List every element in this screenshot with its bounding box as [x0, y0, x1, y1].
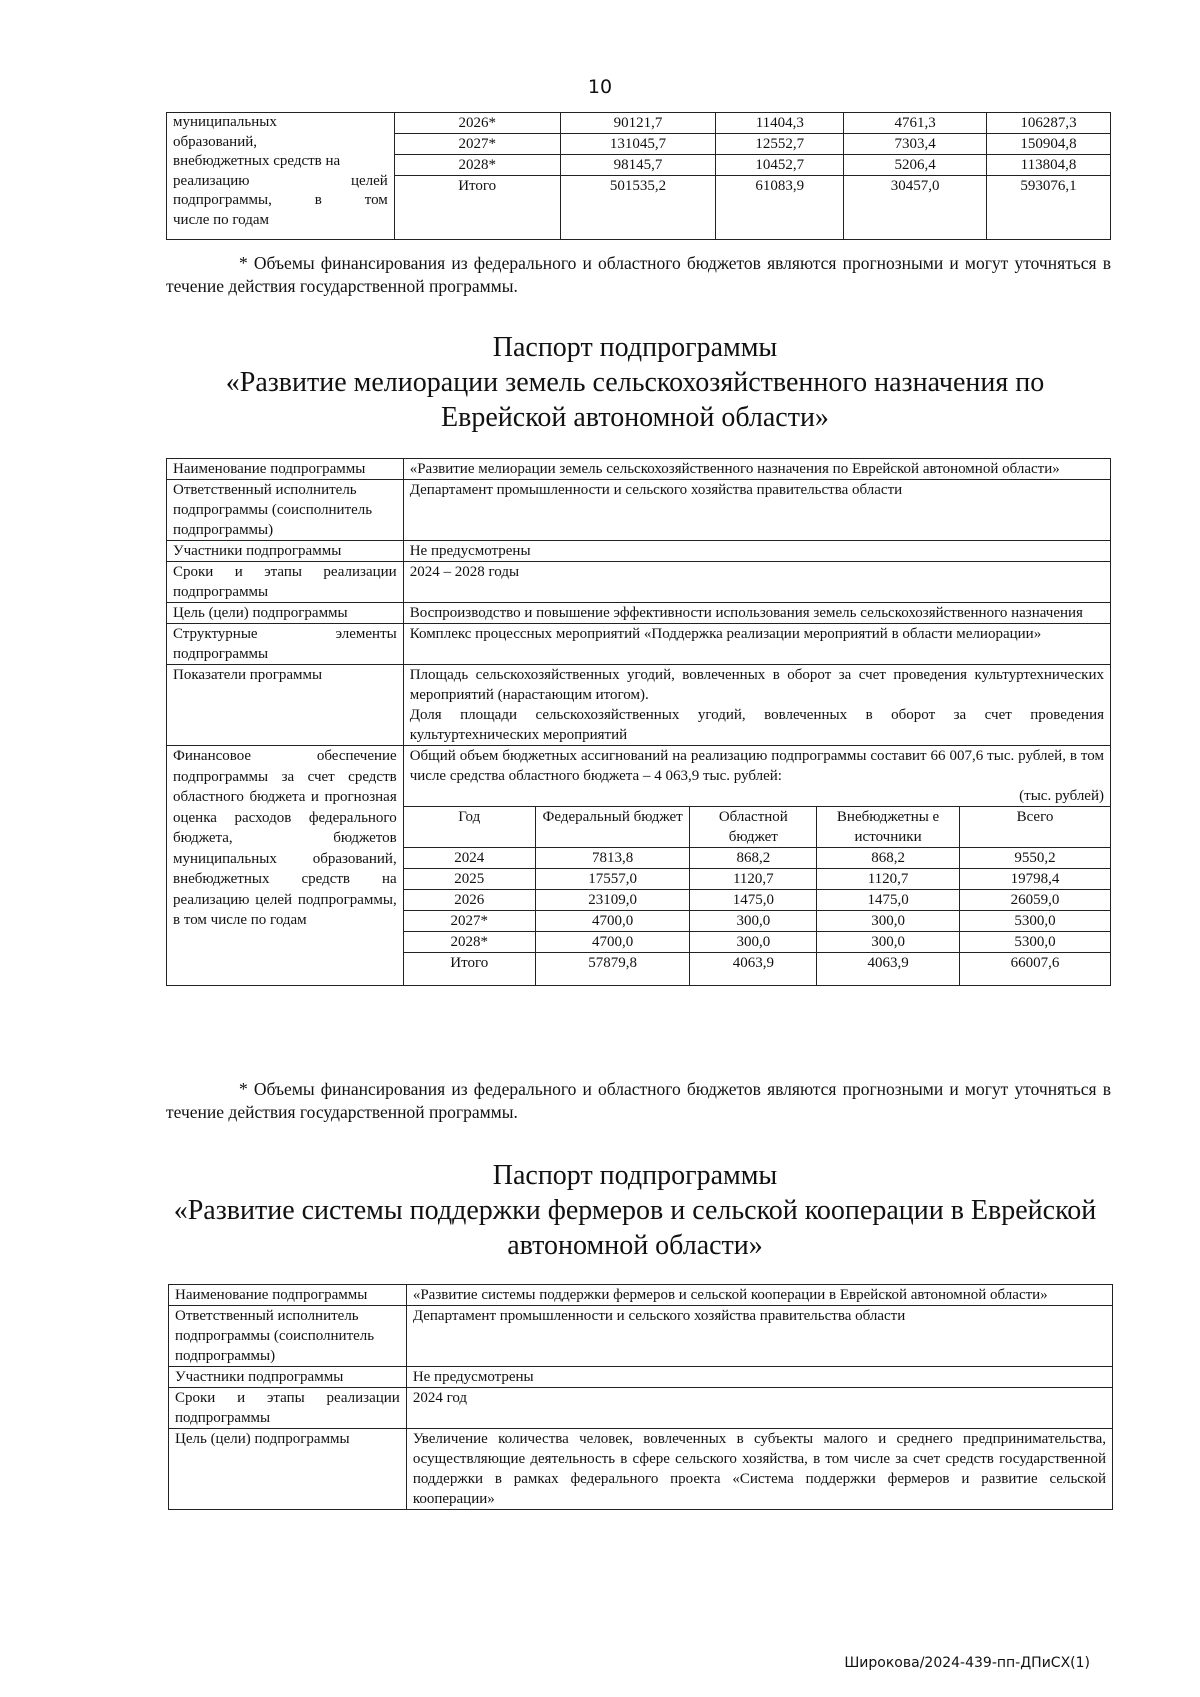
- table-cell: 300,0: [690, 932, 817, 953]
- table-cell: 868,2: [690, 848, 817, 869]
- table-cell: 113804,8: [987, 155, 1111, 176]
- table-cell: 1475,0: [690, 890, 817, 911]
- top-finance-table: [166, 112, 1111, 240]
- table-cell: 19798,4: [959, 869, 1110, 890]
- page-number: 10: [587, 76, 613, 98]
- passport-2-table: [166, 458, 1111, 986]
- table-cell: Итого: [404, 953, 536, 985]
- table-cell: 4700,0: [535, 932, 690, 953]
- table-cell: 4063,9: [690, 953, 817, 985]
- table-cell: 2024: [404, 848, 536, 869]
- table-cell: Итого: [394, 176, 560, 240]
- row-value: Воспроизводство и повышение эффективности использования земель сельскохозяйственного назначения: [403, 603, 1110, 624]
- table-cell: 4063,9: [817, 953, 960, 985]
- row-value: «Развитие мелиорации земель сельскохозяйственного назначения по Еврейской автономной области»: [403, 459, 1110, 480]
- table-cell: 2027*: [394, 134, 560, 155]
- row-value: Не предусмотрены: [406, 1367, 1112, 1388]
- table-cell: 1120,7: [690, 869, 817, 890]
- finance-table: [404, 806, 1110, 985]
- table-cell: 593076,1: [987, 176, 1111, 240]
- row-value: Увеличение количества человек, вовлеченных в субъекты малого и среднего предпринимательства, осуществляющие деятельность в сфере сельского хозяйства, в том числе за счет средств государственной поддержки в рамках федерального проекта «Система поддержки фермеров и развитие сельской кооперации»: [406, 1429, 1112, 1510]
- footnote-2: * Объемы финансирования из федерального и областного бюджетов являются прогнозными и могут уточняться в течение действия государственной программы.: [166, 1079, 1111, 1122]
- table-cell: 300,0: [817, 932, 960, 953]
- table-cell: 2028*: [394, 155, 560, 176]
- row-value: Не предусмотрены: [403, 541, 1110, 562]
- row-label: Сроки и этапы реализации подпрограммы: [169, 1388, 407, 1429]
- row-value: Департамент промышленности и сельского хозяйства правительства области: [406, 1306, 1112, 1367]
- table-cell: 150904,8: [987, 134, 1111, 155]
- table-row: [404, 953, 1110, 985]
- table-cell: 17557,0: [535, 869, 690, 890]
- row-value: Площадь сельскохозяйственных угодий, вовлеченных в оборот за счет проведения культуртехнических мероприятий (нарастающим итогом). Доля площади сельскохозяйственных угодий, вовлеченных в оборот за счет проведения культуртехнических мероприятий: [403, 665, 1110, 746]
- finance-header: Федеральный бюджет: [535, 807, 690, 848]
- row-label: Сроки и этапы реализации подпрограммы: [167, 562, 404, 603]
- row-label: Участники подпрограммы: [169, 1367, 407, 1388]
- table-row: [404, 890, 1110, 911]
- row-value: «Развитие системы поддержки фермеров и сельской кооперации в Еврейской автономной области»: [406, 1285, 1112, 1306]
- table-cell: 12552,7: [716, 134, 844, 155]
- table-row: [404, 869, 1110, 890]
- finance-header: Год: [404, 807, 536, 848]
- table-cell: 501535,2: [560, 176, 716, 240]
- table-cell: 131045,7: [560, 134, 716, 155]
- row-value: 2024 год: [406, 1388, 1112, 1429]
- table-cell: 23109,0: [535, 890, 690, 911]
- table-row: [404, 932, 1110, 953]
- top-table-label: муниципальных образований, внебюджетных средств на реализацию целей подпрограммы, в том числе по годам: [167, 113, 395, 240]
- row-label: Наименование подпрограммы: [167, 459, 404, 480]
- row-value: Департамент промышленности и сельского хозяйства правительства области: [403, 480, 1110, 541]
- table-cell: 2027*: [404, 911, 536, 932]
- row-label: Участники подпрограммы: [167, 541, 404, 562]
- table-cell: 2026*: [394, 113, 560, 134]
- table-cell: 57879,8: [535, 953, 690, 985]
- row-label: Наименование подпрограммы: [169, 1285, 407, 1306]
- table-cell: 7813,8: [535, 848, 690, 869]
- finance-cell: [403, 746, 1110, 986]
- table-cell: 5300,0: [959, 911, 1110, 932]
- table-cell: 2025: [404, 869, 536, 890]
- finance-header: Всего: [959, 807, 1110, 848]
- table-cell: 300,0: [817, 911, 960, 932]
- table-cell: 10452,7: [716, 155, 844, 176]
- table-cell: 106287,3: [987, 113, 1111, 134]
- passport-3-table: [168, 1284, 1113, 1510]
- table-cell: 2028*: [404, 932, 536, 953]
- passport-2-title: Паспорт подпрограммы «Развитие мелиорации земель сельскохозяйственного назначения по Еврейской автономной области»: [225, 332, 1045, 433]
- row-label: Ответственный исполнитель подпрограммы (соисполнитель подпрограммы): [167, 480, 404, 541]
- table-cell: 98145,7: [560, 155, 716, 176]
- table-cell: 7303,4: [844, 134, 987, 155]
- table-cell: 2026: [404, 890, 536, 911]
- table-cell: 4761,3: [844, 113, 987, 134]
- finance-header: Областной бюджет: [690, 807, 817, 848]
- document-code: Широкова/2024-439-пп-ДПиСХ(1): [844, 1655, 1090, 1671]
- finance-intro: Общий объем бюджетных ассигнований на реализацию подпрограммы составит 66 007,6 тыс. рублей, в том числе средства областного бюджета – 4 063,9 тыс. рублей:: [409, 748, 1104, 784]
- passport-3-title: Паспорт подпрограммы «Развитие системы поддержки фермеров и сельской кооперации в Еврейской автономной области»: [173, 1160, 1097, 1261]
- table-cell: 9550,2: [959, 848, 1110, 869]
- footnote-1: * Объемы финансирования из федерального и областного бюджетов являются прогнозными и могут уточняться в течение действия государственной программы.: [166, 253, 1111, 296]
- table-cell: 30457,0: [844, 176, 987, 240]
- row-value: Комплекс процессных мероприятий «Поддержка реализации мероприятий в области мелиорации»: [403, 624, 1110, 665]
- row-label: Ответственный исполнитель подпрограммы (соисполнитель подпрограммы): [169, 1306, 407, 1367]
- finance-header: Внебюджетны е источники: [817, 807, 960, 848]
- row-value: 2024 – 2028 годы: [403, 562, 1110, 603]
- row-label: Показатели программы: [167, 665, 404, 746]
- table-cell: 300,0: [690, 911, 817, 932]
- table-cell: 11404,3: [716, 113, 844, 134]
- table-cell: 868,2: [817, 848, 960, 869]
- table-cell: 26059,0: [959, 890, 1110, 911]
- row-label: Структурные элементы подпрограммы: [167, 624, 404, 665]
- table-cell: 1120,7: [817, 869, 960, 890]
- table-cell: 5300,0: [959, 932, 1110, 953]
- finance-label: Финансовое обеспечение подпрограммы за счет средств областного бюджета и прогнозная оценка расходов федерального бюджета, бюджетов муниципальных образований, внебюджетных средств на реализацию целей подпрограммы, в том числе по годам: [167, 746, 404, 986]
- row-label: Цель (цели) подпрограммы: [167, 603, 404, 624]
- finance-unit: (тыс. рублей): [1019, 788, 1104, 804]
- table-cell: 90121,7: [560, 113, 716, 134]
- row-label: Цель (цели) подпрограммы: [169, 1429, 407, 1510]
- table-cell: 66007,6: [959, 953, 1110, 985]
- table-row: [404, 911, 1110, 932]
- table-row: [404, 848, 1110, 869]
- table-cell: 1475,0: [817, 890, 960, 911]
- table-cell: 4700,0: [535, 911, 690, 932]
- table-cell: 5206,4: [844, 155, 987, 176]
- table-cell: 61083,9: [716, 176, 844, 240]
